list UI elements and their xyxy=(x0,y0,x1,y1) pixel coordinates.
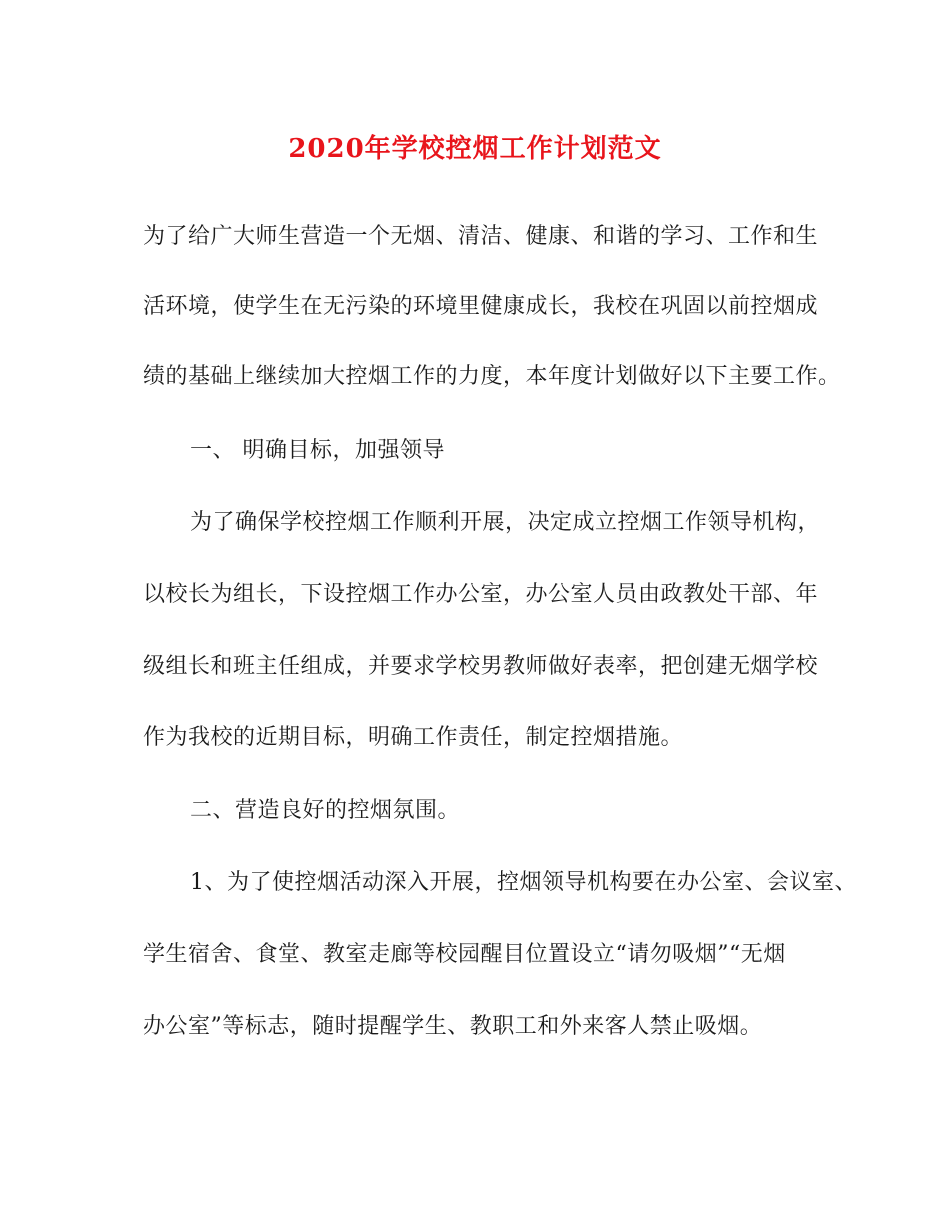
paragraph-line: 1、为了使控烟活动深入开展，控烟领导机构要在办公室、会议室、 xyxy=(190,870,857,895)
paragraph-line: 办公室”等标志，随时提醒学生、教职工和外来客人禁止吸烟。 xyxy=(143,1014,763,1039)
section-heading-1: 一、 明确目标，加强领导 xyxy=(190,438,445,463)
paragraph-line: 为了给广大师生营造一个无烟、清洁、健康、和谐的学习、工作和生 xyxy=(143,224,819,249)
paragraph-line: 以校长为组长，下设控烟工作办公室，办公室人员由政教处干部、年 xyxy=(143,582,819,607)
paragraph-line: 为了确保学校控烟工作顺利开展，决定成立控烟工作领导机构， xyxy=(190,510,821,535)
paragraph-line: 作为我校的近期目标，明确工作责任，制定控烟措施。 xyxy=(143,725,684,750)
paragraph-line: 学生宿舍、食堂、教室走廊等校园醒目位置设立“请勿吸烟”“无烟 xyxy=(143,942,786,967)
paragraph-line: 绩的基础上继续加大控烟工作的力度，本年度计划做好以下主要工作。 xyxy=(143,364,841,389)
section-heading-2: 二、营造良好的控烟氛围。 xyxy=(190,798,461,823)
document-title: 2020年学校控烟工作计划范文 xyxy=(288,134,662,164)
paragraph-line: 活环境，使学生在无污染的环境里健康成长，我校在巩固以前控烟成 xyxy=(143,294,819,319)
paragraph-line: 级组长和班主任组成，并要求学校男教师做好表率，把创建无烟学校 xyxy=(143,654,819,679)
